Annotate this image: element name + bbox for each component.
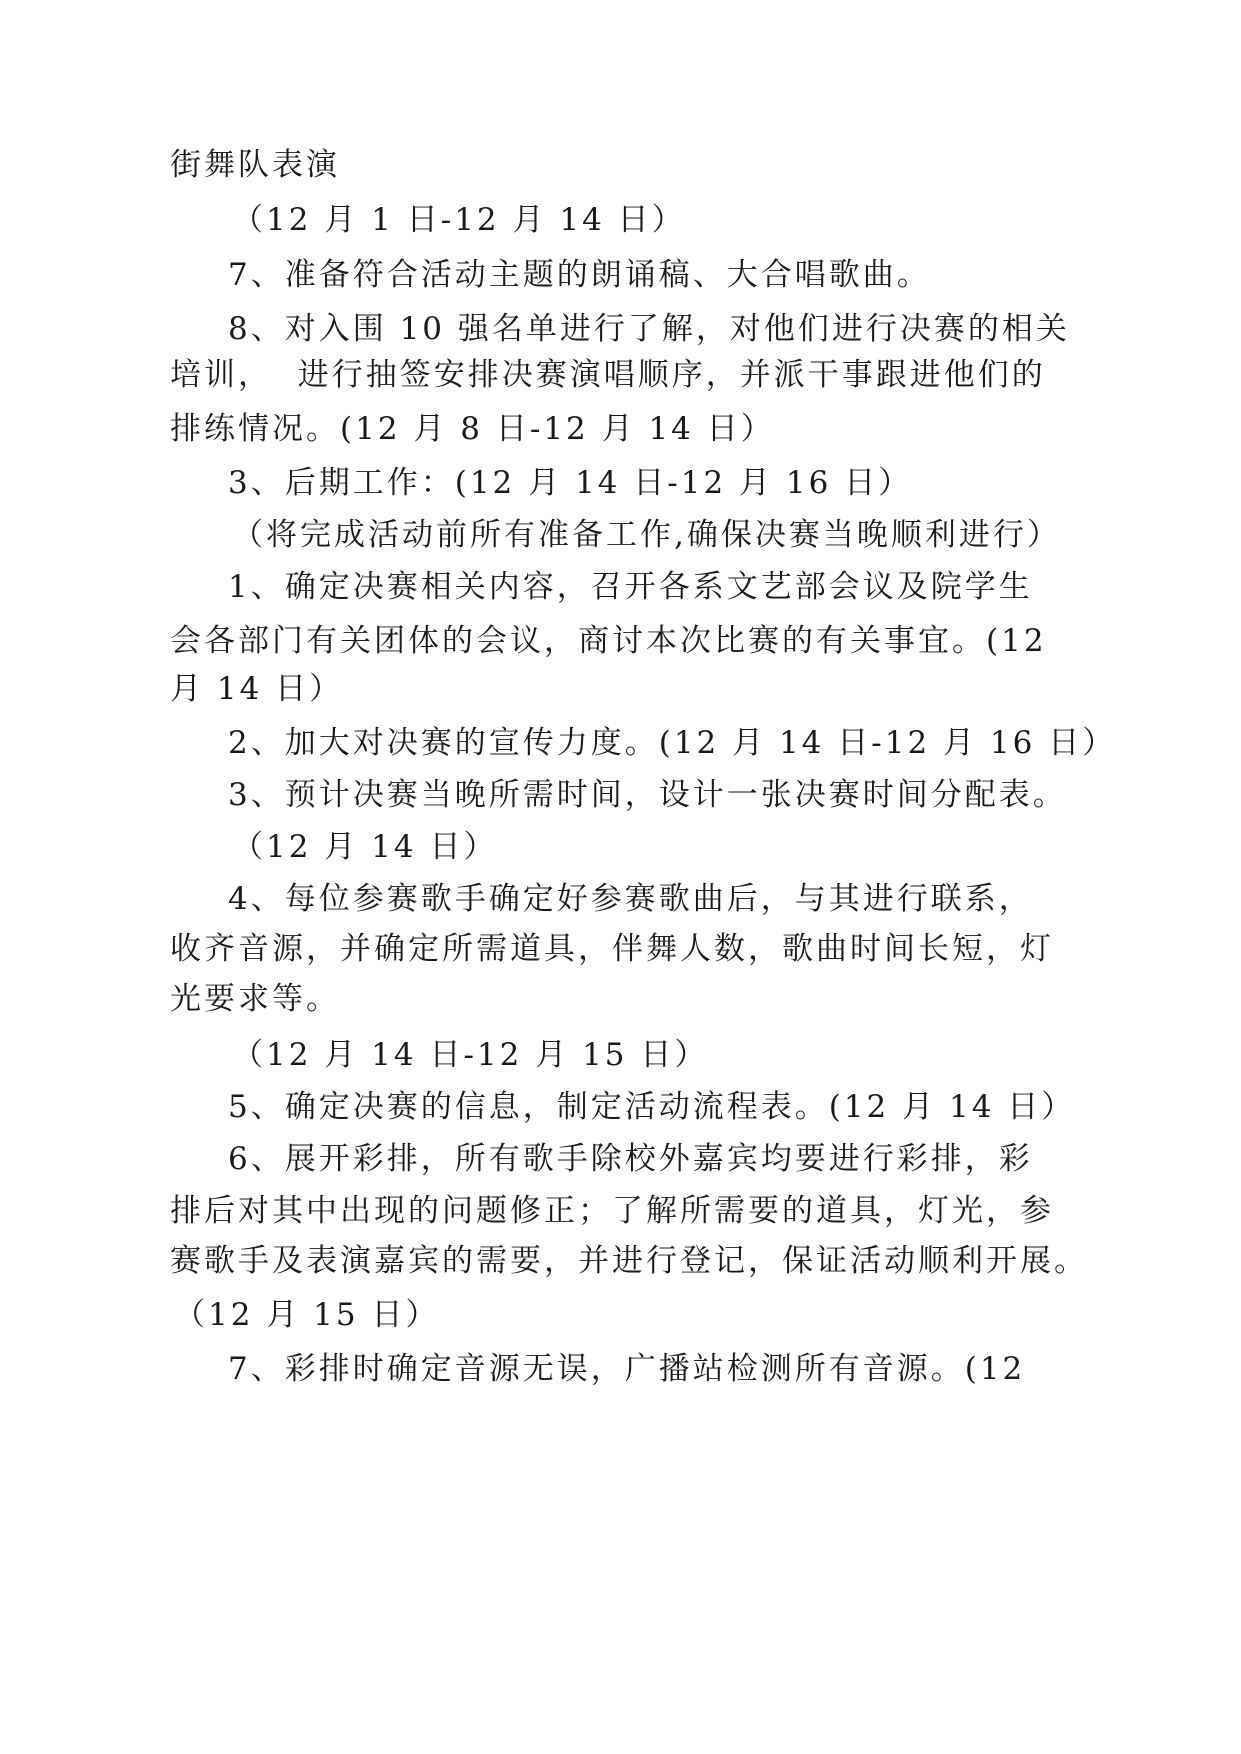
text-line-23: （12 月 15 日） (174, 1297, 440, 1333)
text-line-19: 5、确定决赛的信息，制定活动流程表。(12 月 14 日） (228, 1089, 1076, 1125)
text-line-3: 7、准备符合活动主题的朗诵稿、大合唱歌曲。 (228, 257, 931, 293)
text-line-11: 月 14 日） (170, 671, 344, 707)
text-line-13: 3、预计决赛当晚所需时间，设计一张决赛时间分配表。 (228, 777, 1067, 813)
text-line-10: 会各部门有关团体的会议，商讨本次比赛的有关事宜。(12 (170, 623, 1047, 659)
text-line-2: （12 月 1 日-12 月 14 日） (232, 202, 686, 238)
text-line-4: 8、对入围 10 强名单进行了解，对他们进行决赛的相关 (228, 311, 1070, 347)
text-line-17: 光要求等。 (170, 981, 340, 1017)
text-line-7: 3、后期工作：(12 月 14 日-12 月 16 日） (228, 465, 913, 501)
text-line-14: （12 月 14 日） (232, 829, 498, 865)
text-line-8: （将完成活动前所有准备工作,确保决赛当晚顺利进行） (232, 517, 1061, 553)
text-line-22: 赛歌手及表演嘉宾的需要，并进行登记，保证活动顺利开展。 (170, 1243, 1088, 1279)
text-line-5: 培训， 进行抽签安排决赛演唱顺序，并派干事跟进他们的 (170, 357, 1046, 393)
text-line-15: 4、每位参赛歌手确定好参赛歌曲后，与其进行联系， (228, 881, 1033, 917)
text-line-18: （12 月 14 日-12 月 15 日） (232, 1037, 709, 1073)
text-line-20: 6、展开彩排，所有歌手除校外嘉宾均要进行彩排，彩 (228, 1141, 1033, 1177)
text-line-9: 1、确定决赛相关内容，召开各系文艺部会议及院学生 (228, 569, 1033, 605)
text-line-24: 7、彩排时确定音源无误，广播站检测所有音源。(12 (228, 1351, 1026, 1387)
text-line-12: 2、加大对决赛的宣传力度。(12 月 14 日-12 月 16 日） (228, 725, 1117, 761)
text-line-6: 排练情况。(12 月 8 日-12 月 14 日） (170, 411, 775, 447)
text-line-1: 街舞队表演 (170, 147, 340, 183)
text-line-16: 收齐音源，并确定所需道具，伴舞人数，歌曲时间长短，灯 (170, 931, 1054, 967)
text-line-21: 排后对其中出现的问题修正；了解所需要的道具，灯光，参 (170, 1193, 1054, 1229)
